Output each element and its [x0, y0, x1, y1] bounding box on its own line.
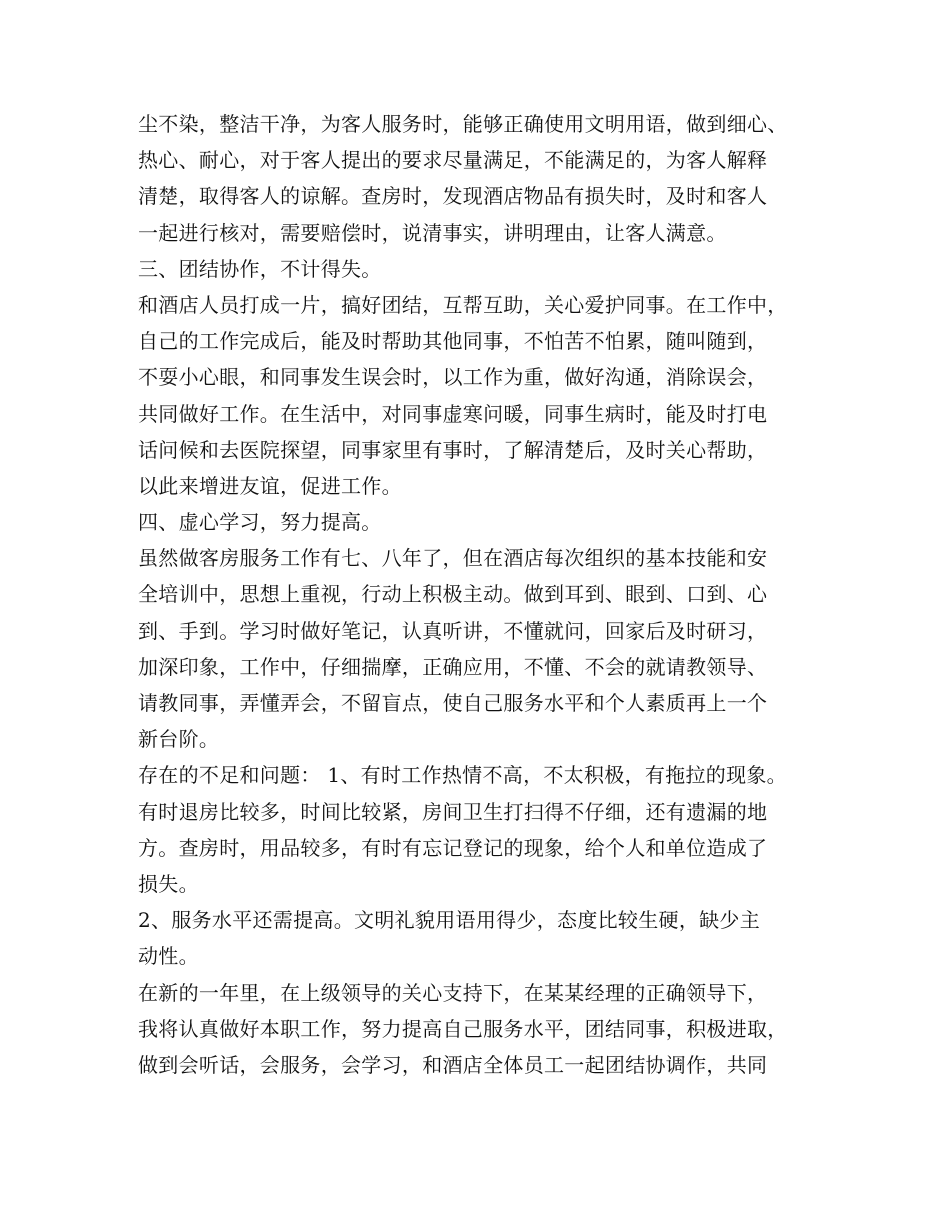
- text-line: 新台阶。: [138, 727, 220, 752]
- text-line: 尘不染，整洁干净，为客人服务时，能够正确使用文明用语，做到细心、: [138, 112, 788, 136]
- section-heading-4: 四、虚心学习，努力提高。: [138, 510, 382, 535]
- text-line: 有时退房比较多，时间比较紧，房间卫生打扫得不仔细，还有遗漏的地: [138, 799, 768, 824]
- text-line: 全培训中，思想上重视，行动上积极主动。做到耳到、眼到、口到、心: [138, 582, 768, 607]
- text-line: 存在的不足和问题： 1、有时工作热情不高，不太积极，有拖拉的现象。: [138, 763, 787, 788]
- text-line: 到、手到。学习时做好笔记，认真听讲，不懂就问，回家后及时研习，: [138, 618, 768, 643]
- text-line: 自己的工作完成后，能及时帮助其他同事，不怕苦不怕累，随叫随到，: [138, 329, 768, 354]
- text-line: 以此来增进友谊，促进工作。: [138, 473, 402, 498]
- text-line: 和酒店人员打成一片，搞好团结，互帮互助，关心爱护同事。在工作中，: [138, 292, 788, 317]
- text-line: 话问候和去医院探望，同事家里有事时，了解清楚后，及时关心帮助，: [138, 437, 768, 462]
- text-line: 请教同事，弄懂弄会，不留盲点，使自己服务水平和个人素质再上一个: [138, 691, 768, 715]
- text-line: 2、服务水平还需提高。文明礼貌用语用得少，态度比较生硬，缺少主: [138, 908, 761, 933]
- text-line: 方。查房时，用品较多，有时有忘记登记的现象，给个人和单位造成了: [138, 835, 768, 860]
- text-line: 清楚，取得客人的谅解。查房时，发现酒店物品有损失时，及时和客人: [138, 184, 768, 209]
- document-body: [138, 106, 838, 1083]
- text-line: 共同做好工作。在生活中，对同事虚寒问暖，同事生病时，能及时打电: [138, 401, 768, 426]
- text-line: 不耍小心眼，和同事发生误会时，以工作为重，做好沟通，消除误会，: [138, 365, 768, 390]
- text-line: 加深印象，工作中，仔细揣摩，正确应用，不懂、不会的就请教领导、: [138, 654, 768, 679]
- text-line: 损失。: [138, 871, 199, 896]
- text-line: 热心、耐心，对于客人提出的要求尽量满足，不能满足的，为客人解释: [138, 148, 768, 173]
- text-line: 虽然做客房服务工作有七、八年了，但在酒店每次组织的基本技能和安: [138, 546, 768, 571]
- text-line: 在新的一年里，在上级领导的关心支持下，在某某经理的正确领导下，: [138, 980, 768, 1005]
- text-line: 做到会听话，会服务，会学习，和酒店全体员工一起团结协调作，共同: [138, 1052, 768, 1077]
- text-line: 一起进行核对，需要赔偿时，说清事实，讲明理由，让客人满意。: [138, 220, 727, 245]
- text-line: 我将认真做好本职工作，努力提高自己服务水平，团结同事，积极进取，: [138, 1016, 788, 1041]
- section-heading-3: 三、团结协作，不计得失。: [138, 256, 382, 281]
- text-line: 动性。: [138, 944, 199, 969]
